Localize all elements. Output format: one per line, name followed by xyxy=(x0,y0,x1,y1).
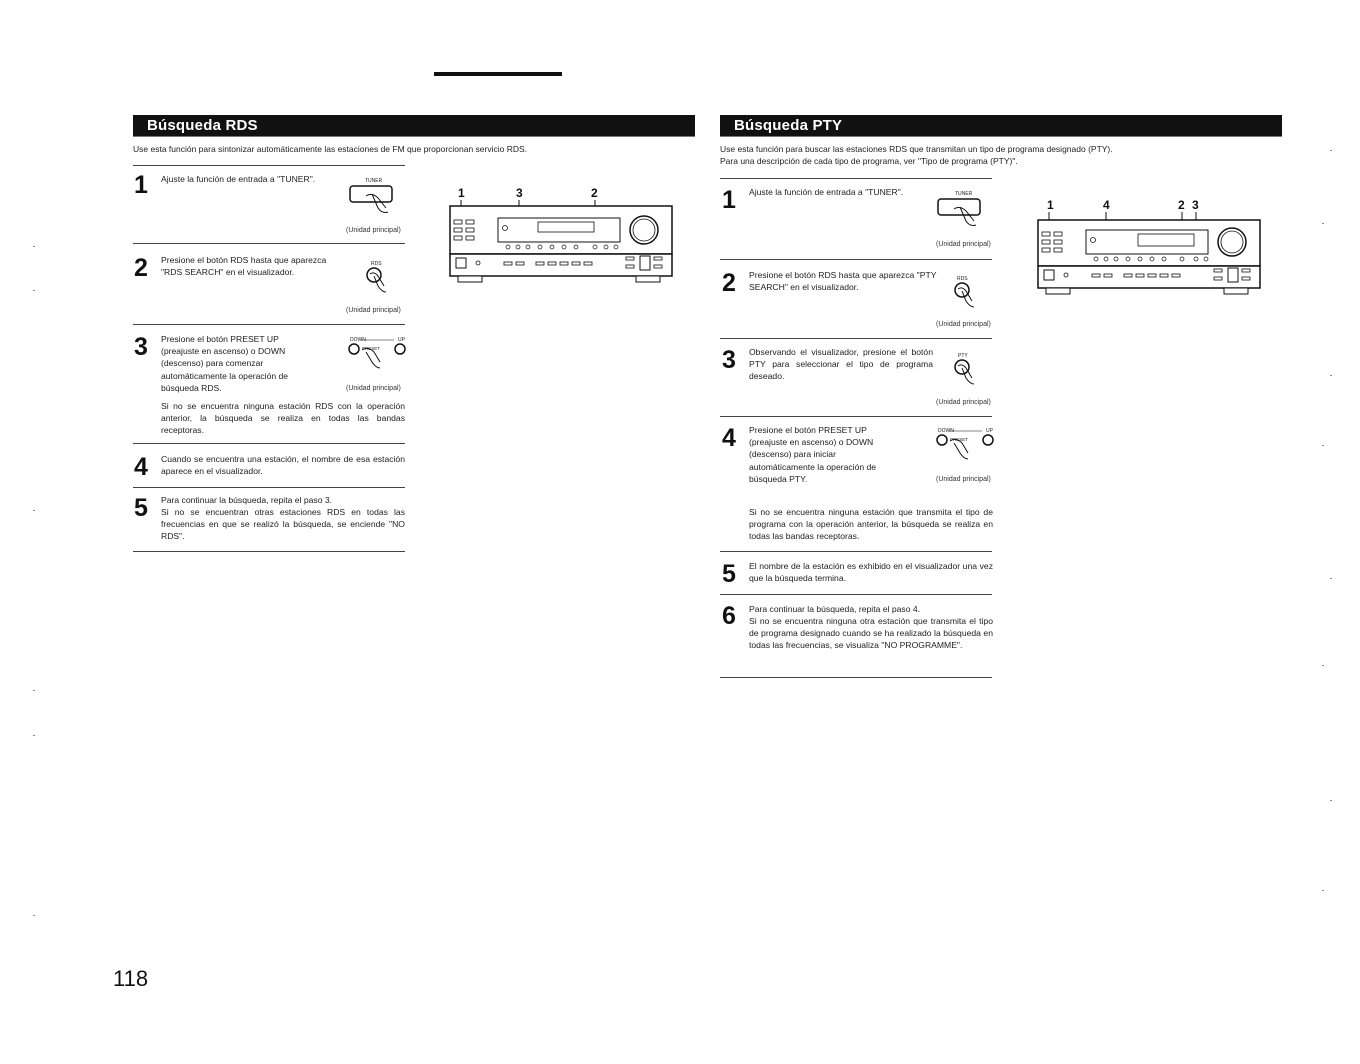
button-label: PRESET xyxy=(950,437,969,442)
page-number: 118 xyxy=(113,966,149,991)
divider xyxy=(133,443,405,444)
button-label: DOWN xyxy=(350,337,366,343)
scan-speck xyxy=(1330,800,1332,801)
scan-speck xyxy=(1322,445,1324,446)
scan-speck xyxy=(1322,223,1324,224)
divider xyxy=(720,136,1282,137)
step-number: 3 xyxy=(134,333,148,361)
scan-speck xyxy=(33,915,35,916)
divider xyxy=(720,259,992,260)
step-number: 4 xyxy=(134,453,148,481)
step-number: 5 xyxy=(134,494,148,522)
button-label: DOWN xyxy=(938,428,954,434)
divider xyxy=(720,594,992,595)
rds-button-icon xyxy=(360,266,400,300)
button-label: RDS xyxy=(371,261,382,267)
scan-speck xyxy=(33,735,35,736)
divider xyxy=(720,416,992,417)
step-number: 1 xyxy=(134,171,148,199)
header-rule xyxy=(434,72,562,76)
scan-speck xyxy=(33,690,35,691)
divider xyxy=(133,487,405,488)
divider xyxy=(133,165,405,166)
section-title-rds: Búsqueda RDS xyxy=(133,115,695,136)
callout-number: 2 xyxy=(591,186,598,200)
step-text: Para continuar la búsqueda, repita el paso 3. xyxy=(161,495,333,505)
button-label: PTY xyxy=(958,353,968,359)
caption: (Unidad principal) xyxy=(936,399,991,406)
step-text: Presione el botón PRESET UP (preajuste en ascenso) o DOWN (descenso) para comenzar automáticamente la operación de búsqueda RDS. xyxy=(161,334,289,393)
callout-number: 2 xyxy=(1178,198,1185,212)
scan-speck xyxy=(1330,375,1332,376)
step-text: Ajuste la función de entrada a "TUNER". xyxy=(161,174,316,184)
divider xyxy=(133,324,405,325)
step-text: Presione el botón RDS hasta que aparezca "PTY SEARCH" en el visualizador. xyxy=(749,270,937,293)
step-text: Para continuar la búsqueda, repita el paso 4. xyxy=(749,604,921,614)
caption: (Unidad principal) xyxy=(936,321,991,328)
step-text: Si no se encuentra ninguna otra estación que transmita el tipo de programa designado cuando se ha realizado la búsqueda en todas las frecuencias, se visualiza "NO PROGRAMME". xyxy=(749,616,993,651)
divider xyxy=(133,136,695,137)
divider xyxy=(720,338,992,339)
step-number: 5 xyxy=(722,560,736,588)
callout-number: 1 xyxy=(1047,198,1054,212)
callout-number: 3 xyxy=(1192,198,1199,212)
receiver-front-panel-diagram xyxy=(448,200,674,290)
step-text: Ajuste la función de entrada a "TUNER". xyxy=(749,187,904,197)
intro-text: Para una descripción de cada tipo de programa, ver "Tipo de programa (PTY)". xyxy=(720,156,1018,166)
button-label: TUNER xyxy=(955,191,973,197)
caption: (Unidad principal) xyxy=(936,476,991,483)
caption: (Unidad principal) xyxy=(346,307,401,314)
button-label: TUNER xyxy=(365,178,383,184)
divider xyxy=(720,178,992,179)
caption: (Unidad principal) xyxy=(936,241,991,248)
scan-speck xyxy=(33,510,35,511)
button-label: UP xyxy=(398,337,405,343)
step-number: 4 xyxy=(722,424,736,452)
callout-number: 4 xyxy=(1103,198,1110,212)
step-number: 2 xyxy=(722,269,736,297)
divider xyxy=(133,243,405,244)
scan-speck xyxy=(1322,665,1324,666)
callout-number: 1 xyxy=(458,186,465,200)
step-number: 1 xyxy=(722,186,736,214)
intro-text: Use esta función para buscar las estaciones RDS que transmitan un tipo de programa designado (PTY). xyxy=(720,144,1113,154)
step-number: 6 xyxy=(722,602,736,630)
tuner-button-icon xyxy=(344,184,404,220)
receiver-front-panel-diagram xyxy=(1036,212,1262,302)
scan-speck xyxy=(33,246,35,247)
intro-text: Use esta función para sintonizar automáticamente las estaciones de FM que proporcionan servicio RDS. xyxy=(133,144,528,154)
scan-speck xyxy=(33,290,35,291)
pty-button-icon xyxy=(948,358,988,392)
step-text: Si no se encuentran otras estaciones RDS en todas las frecuencias en que se realizó la búsqueda, se enciende "NO RDS". xyxy=(161,507,405,542)
divider xyxy=(720,551,992,552)
step-number: 2 xyxy=(134,254,148,282)
scan-speck xyxy=(1330,150,1332,151)
caption: (Unidad principal) xyxy=(346,385,401,392)
tuner-button-icon xyxy=(932,197,992,233)
callout-number: 3 xyxy=(516,186,523,200)
section-title-pty: Búsqueda PTY xyxy=(720,115,1282,136)
divider xyxy=(133,551,405,552)
step-text: Presione el botón RDS hasta que aparezca "RDS SEARCH" en el visualizador. xyxy=(161,255,327,278)
step-note: Si no se encuentra ninguna estación que transmita el tipo de programa con la operación anterior, la búsqueda se realiza en todas las bandas receptoras. xyxy=(749,507,993,542)
divider xyxy=(720,677,992,678)
scan-speck xyxy=(1322,890,1324,891)
button-label: PRESET xyxy=(362,346,381,351)
rds-button-icon xyxy=(948,281,988,315)
step-number: 3 xyxy=(722,346,736,374)
scan-speck xyxy=(1330,578,1332,579)
caption: (Unidad principal) xyxy=(346,227,401,234)
step-text: Presione el botón PRESET UP (preajuste en ascenso) o DOWN (descenso) para iniciar automáticamente la operación de búsqueda PTY. xyxy=(749,425,877,484)
step-note: Si no se encuentra ninguna estación RDS con la operación anterior, la búsqueda se realiza en todas las bandas receptoras. xyxy=(161,401,405,436)
step-text: Observando el visualizador, presione el botón PTY para seleccionar el tipo de programa deseado. xyxy=(749,347,933,382)
button-label: RDS xyxy=(957,276,968,282)
button-label: UP xyxy=(986,428,993,434)
step-text: El nombre de la estación es exhibido en el visualizador una vez que la búsqueda termina. xyxy=(749,561,993,584)
step-text: Cuando se encuentra una estación, el nombre de esa estación aparece en el visualizador. xyxy=(161,454,405,477)
